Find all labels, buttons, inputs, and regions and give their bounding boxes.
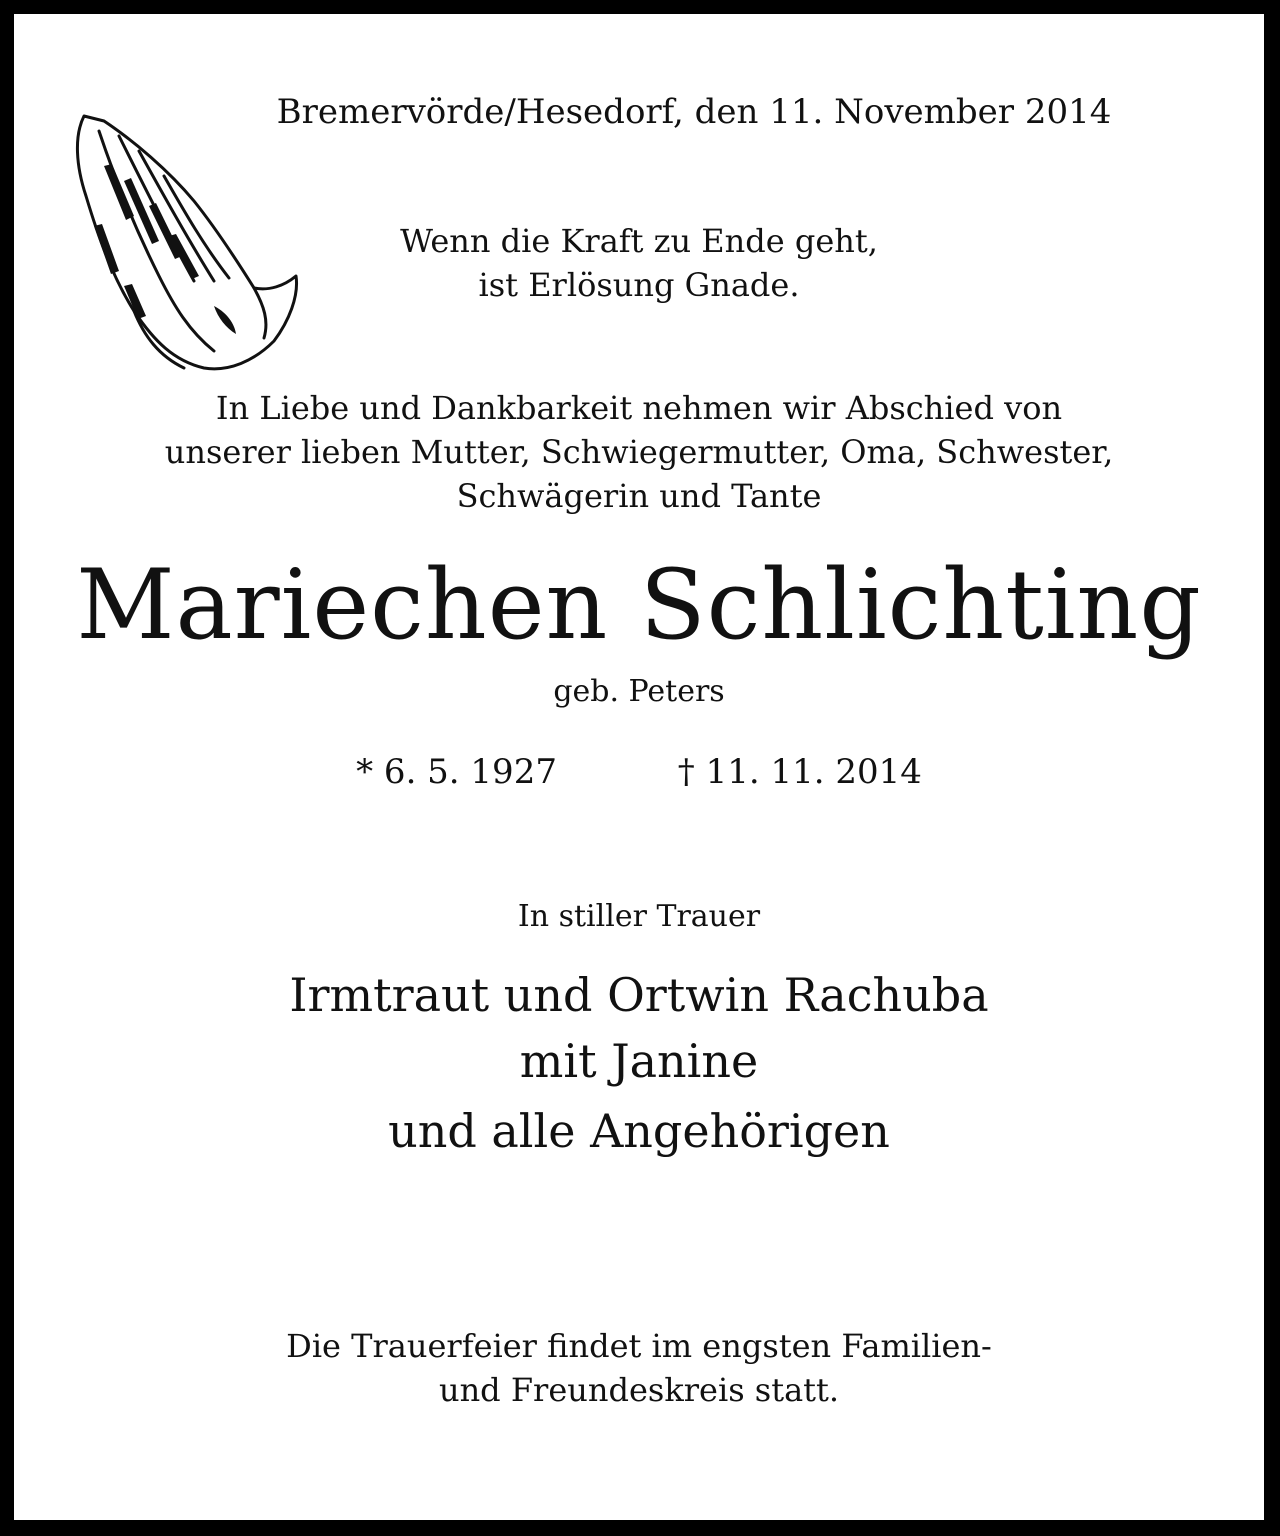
service-line: und Freundeskreis statt. xyxy=(438,1371,840,1409)
service-note xyxy=(14,1324,1264,1412)
intro-line: unserer lieben Mutter, Schwiegermutter, Oma, Schwester, xyxy=(164,433,1114,471)
intro-line: In Liebe und Dankbarkeit nehmen wir Abschied von xyxy=(215,389,1063,427)
place-and-date: Bremervörde/Hesedorf, den 11. November 2014 xyxy=(276,92,1112,132)
service-line: Die Trauerfeier findet im engsten Familien- xyxy=(286,1327,992,1365)
maiden-name: geb. Peters xyxy=(553,674,725,709)
mourner-line: Irmtraut und Ortwin Rachuba xyxy=(289,968,989,1022)
farewell-intro xyxy=(14,386,1264,518)
verse-line: Wenn die Kraft zu Ende geht, xyxy=(400,222,878,260)
intro-line: Schwägerin und Tante xyxy=(456,477,822,515)
life-dates xyxy=(14,752,1264,792)
mourning-label: In stiller Trauer xyxy=(517,899,761,934)
verse xyxy=(14,219,1264,307)
relatives: und alle Angehörigen xyxy=(388,1104,890,1158)
death-date: † 11. 11. 2014 xyxy=(677,752,922,792)
mourners xyxy=(14,962,1264,1094)
deceased-name: Mariechen Schlichting xyxy=(76,549,1202,661)
verse-line: ist Erlösung Gnade. xyxy=(478,266,800,304)
obituary-notice xyxy=(14,14,1264,1520)
birth-date: * 6. 5. 1927 xyxy=(356,752,557,792)
mourner-line: mit Janine xyxy=(519,1034,759,1088)
